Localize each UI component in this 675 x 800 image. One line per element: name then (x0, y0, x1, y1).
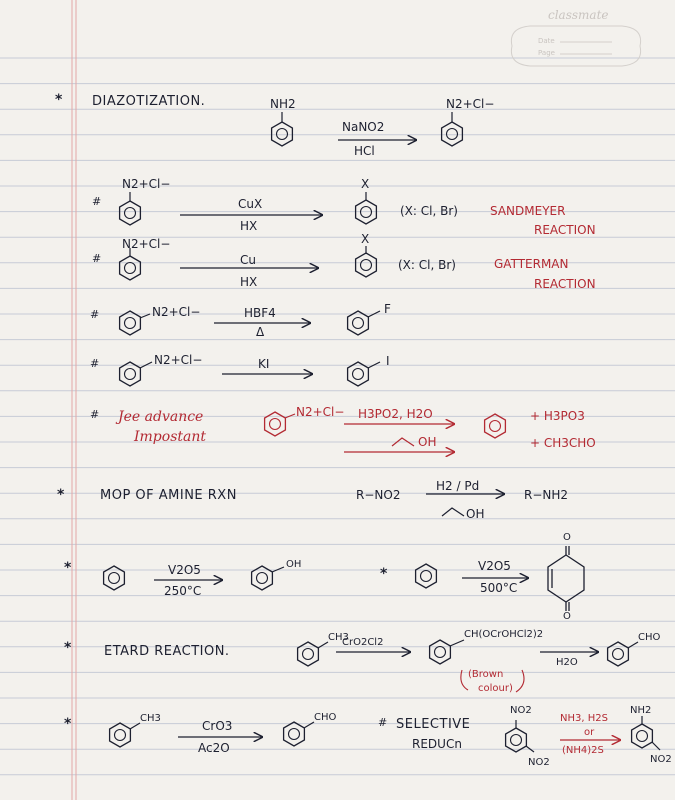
s4-reactant-group: N2+Cl− (152, 305, 201, 319)
date-label: Date (538, 37, 555, 45)
marker-hash: # (90, 408, 100, 421)
s9-intermediate-ring (430, 640, 464, 664)
s5-product-group: I (386, 354, 390, 368)
s10-nitroaniline-ring (632, 716, 660, 750)
s2-reagent-top: CuX (238, 197, 263, 211)
s2-reactant-group: N2+Cl− (122, 177, 171, 191)
s8-benzene-ring-2 (416, 564, 437, 588)
s8-reagent-2-bottom: 500°C (480, 581, 518, 595)
s10-reactant-bottom: NO2 (528, 757, 550, 768)
s9-reagent-top: CrO2Cl2 (342, 637, 384, 648)
marker-hash: # (92, 252, 102, 265)
s6-reactant-group: N2+Cl− (296, 405, 345, 419)
s6-note-1: Jee advance (118, 409, 204, 425)
s2-reagent-bottom: HX (240, 219, 258, 233)
s10-reagent-1: NH3, H2S (560, 713, 608, 724)
s6-byproduct-1: + H3PO3 (530, 409, 585, 423)
s10-product-top: NH2 (630, 705, 652, 716)
s4-reagent-bottom: Δ (256, 325, 265, 339)
s9-product-group: CHO (638, 632, 661, 643)
s5-reactant-ring (120, 362, 152, 386)
s8-reagent-2-top: V2O5 (478, 559, 511, 573)
s1-reagent-top: NaNO2 (342, 120, 385, 134)
s8-maleic-anhydride (548, 546, 584, 611)
marker-hash: # (90, 357, 100, 370)
s10-reactant-top: NO2 (510, 705, 532, 716)
s8-carbonyl-top: O (563, 532, 571, 543)
s2-note: (X: Cl, Br) (400, 204, 458, 218)
s3-reagent-bottom: HX (240, 275, 258, 289)
s3-reagent-top: Cu (240, 253, 256, 267)
s9-reagent-2: H2O (556, 657, 578, 668)
marker-star: * (57, 487, 65, 503)
s6-reagent-bottom: OH (418, 435, 437, 449)
s4-reactant-ring (120, 311, 150, 335)
page-label: Page (538, 49, 555, 57)
s5-product-ring (348, 362, 380, 386)
s1-reactant-group: NH2 (270, 97, 296, 111)
s2-reactant-ring (120, 192, 141, 225)
marker-hash: # (92, 195, 102, 208)
s4-reagent-top: HBF4 (244, 306, 276, 320)
s7-reactant: R−NO2 (356, 488, 401, 502)
s10-reagent-or: or (584, 727, 595, 738)
s2-product-ring (356, 192, 377, 224)
s10-product-bottom: NO2 (650, 754, 672, 765)
s2-name-2: REACTION (534, 223, 596, 237)
s10-toluene-ring (110, 723, 140, 747)
s2-product-group: X (361, 177, 370, 191)
s9-title: ETARD REACTION. (104, 644, 230, 659)
marker-star: * (55, 92, 63, 108)
s2-name-1: SANDMEYER (490, 204, 566, 218)
s6-note-2: Impostant (134, 429, 206, 445)
s8-phenol-ring (252, 566, 284, 590)
s4-product-ring (348, 311, 380, 335)
s1-title: DIAZOTIZATION. (92, 94, 206, 109)
s8-product-group: OH (286, 559, 302, 570)
s6-byproduct-2: + CH3CHO (530, 436, 596, 450)
s10-reagent-bottom: Ac2O (198, 741, 230, 755)
s6-reagent-top: H3PO2, H2O (358, 407, 433, 421)
s3-product-group: X (361, 232, 370, 246)
s8-carbonyl-bottom: O (563, 611, 571, 622)
marker-star: * (64, 640, 72, 656)
s3-name-1: GATTERMAN (494, 257, 569, 271)
s9-intermediate-note-2: colour) (478, 683, 513, 694)
s10-dinitro-ring (506, 720, 534, 752)
s7-reagent-bottom: OH (466, 507, 485, 521)
s6-reactant-ring (265, 412, 295, 436)
s9-intermediate-note-1: (Brown (468, 669, 504, 680)
s8-reagent-top: V2O5 (168, 563, 201, 577)
s1-product-ring (442, 112, 463, 146)
s8-reagent-bottom: 250°C (164, 584, 202, 598)
s3-product-ring (356, 246, 377, 277)
s10-reagent-top: CrO3 (202, 719, 233, 733)
s8-benzene-ring (104, 566, 125, 590)
s10-reagent-2: (NH4)2S (562, 745, 604, 756)
s9-product-ring (608, 642, 638, 666)
s7-product: R−NH2 (524, 488, 569, 502)
s7-reagent-top: H2 / Pd (436, 479, 480, 493)
s1-reagent-bottom: HCl (354, 144, 375, 158)
s9-reactant-group: CH3 (328, 632, 349, 643)
s7-ethanol-skeleton (442, 508, 464, 516)
s10-title-1: SELECTIVE (396, 717, 471, 732)
marker-star: * (64, 560, 72, 576)
s10-benzaldehyde-ring (284, 722, 314, 746)
s4-product-group: F (384, 302, 391, 316)
s3-name-2: REACTION (534, 277, 596, 291)
s5-reagent-top: KI (258, 357, 270, 371)
s3-reactant-ring (120, 248, 141, 280)
s3-reactant-group: N2+Cl− (122, 237, 171, 251)
s9-toluene-ring (298, 642, 328, 666)
s1-reactant-ring (272, 112, 293, 146)
s1-product-group: N2+Cl− (446, 97, 495, 111)
s6-product-ring (485, 414, 506, 438)
s7-title: MOP OF AMINE RXN (100, 488, 237, 503)
marker-star: * (380, 566, 388, 582)
brand-logo: classmate (548, 8, 609, 22)
s10-title-2: REDUCn (412, 737, 462, 751)
s9-intermediate-group: CH(OCrOHCl2)2 (464, 629, 544, 640)
s3-note: (X: Cl, Br) (398, 258, 456, 272)
s10-product-group: CHO (314, 712, 337, 723)
s5-reactant-group: N2+Cl− (154, 353, 203, 367)
marker-hash: # (90, 308, 100, 321)
s10-reactant-group: CH3 (140, 713, 161, 724)
marker-star: * (64, 716, 72, 732)
s6-ethanol-skeleton (392, 438, 414, 446)
marker-hash: # (378, 716, 388, 729)
